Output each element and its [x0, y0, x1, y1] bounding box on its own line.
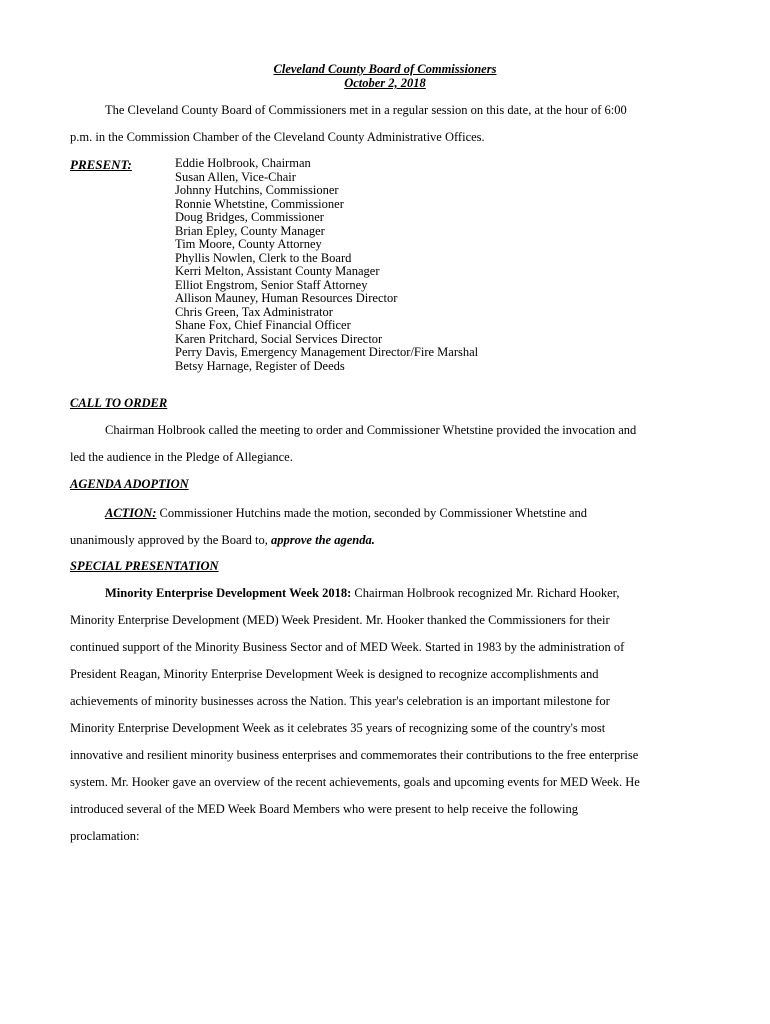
action-text: Commissioner Hutchins made the motion, seconded by Commissioner Whetstine and — [156, 506, 588, 520]
presentation-line: Minority Enterprise Development Week as it celebrates 35 years of recognizing some of the country's most — [70, 721, 606, 735]
attendee: Tim Moore, County Attorney — [175, 237, 322, 251]
approval-text: unanimously approved by the Board to, — [70, 533, 272, 547]
presentation-line-1 — [105, 586, 619, 600]
agenda-approval-line — [70, 533, 375, 547]
attendee-list — [175, 157, 478, 373]
presentation-line: continued support of the Minority Business Sector and of MED Week. Started in 1983 by the administration of — [70, 640, 625, 654]
presentation-line: innovative and resilient minority business enterprises and commemorates their contributions to the free enterprise — [70, 748, 639, 762]
intro-line-1: The Cleveland County Board of Commissioners met in a regular session on this date, at the hour of 6:00 — [105, 103, 627, 117]
presentation-text: Chairman Holbrook recognized Mr. Richard Hooker, — [351, 586, 620, 600]
attendee: Shane Fox, Chief Financial Officer — [175, 318, 351, 332]
agenda-action-line — [105, 506, 587, 520]
document-header — [70, 62, 700, 90]
action-label: ACTION: — [105, 506, 157, 520]
attendee: Chris Green, Tax Administrator — [175, 304, 333, 319]
attendee: Phyllis Nowlen, Clerk to the Board — [175, 250, 352, 265]
intro-line-2: p.m. in the Commission Chamber of the Cleveland County Administrative Offices. — [70, 130, 485, 144]
presentation-line: proclamation: — [70, 829, 140, 843]
document-title: Cleveland County Board of Commissioners — [273, 62, 497, 76]
attendee: Ronnie Whetstine, Commissioner — [175, 196, 344, 211]
call-to-order-line-1: Chairman Holbrook called the meeting to order and Commissioner Whetstine provided the invocation and — [105, 423, 637, 437]
attendee: Elliot Engstrom, Senior Staff Attorney — [175, 277, 368, 292]
presentation-line: introduced several of the MED Week Board Members who were present to help receive the following — [70, 802, 578, 816]
attendee: Kerri Melton, Assistant County Manager — [175, 264, 380, 278]
attendee: Susan Allen, Vice-Chair — [175, 169, 296, 184]
special-presentation-heading: SPECIAL PRESENTATION — [70, 559, 219, 573]
meeting-date: October 2, 2018 — [344, 76, 426, 90]
attendee: Johnny Hutchins, Commissioner — [175, 183, 339, 197]
call-to-order-heading: CALL TO ORDER — [70, 396, 168, 410]
attendee: Eddie Holbrook, Chairman — [175, 156, 311, 170]
attendee: Brian Epley, County Manager — [175, 223, 325, 238]
presentation-line: system. Mr. Hooker gave an overview of the recent achievements, goals and upcoming events for MED Week. He — [70, 775, 640, 789]
present-label: PRESENT: — [70, 157, 132, 172]
approval-emphasis: approve the agenda. — [271, 533, 375, 547]
agenda-adoption-heading: AGENDA ADOPTION — [70, 477, 189, 491]
attendee: Karen Pritchard, Social Services Director — [175, 331, 383, 346]
attendee: Betsy Harnage, Register of Deeds — [175, 358, 345, 373]
presentation-lead: Minority Enterprise Development Week 2018: — [105, 586, 352, 600]
presentation-line: Minority Enterprise Development (MED) Week President. Mr. Hooker thanked the Commissioners for their — [70, 613, 610, 627]
presentation-line: President Reagan, Minority Enterprise Development Week is designed to recognize accomplishments and — [70, 667, 599, 681]
call-to-order-line-2: led the audience in the Pledge of Allegiance. — [70, 450, 293, 464]
attendee: Doug Bridges, Commissioner — [175, 210, 324, 224]
presentation-line: achievements of minority businesses across the Nation. This year's celebration is an important milestone for — [70, 694, 610, 708]
attendee: Allison Mauney, Human Resources Director — [175, 291, 398, 305]
attendee: Perry Davis, Emergency Management Director/Fire Marshal — [175, 345, 479, 359]
